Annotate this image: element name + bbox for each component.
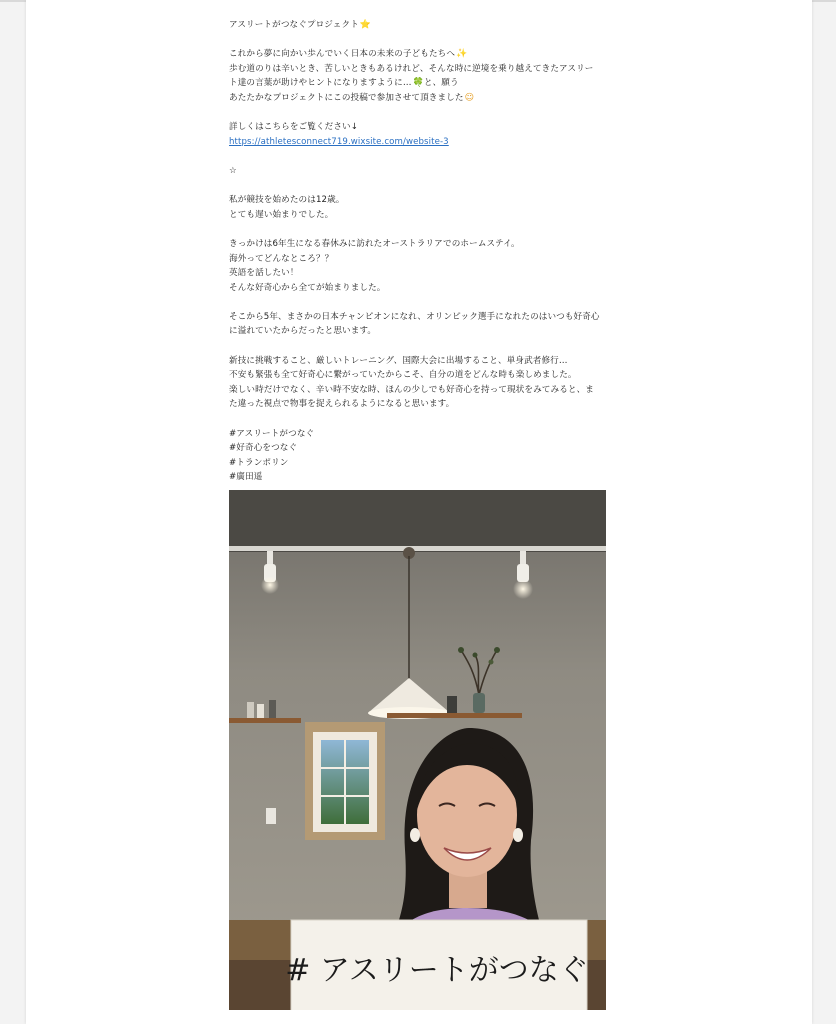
intro-text: あたたかなプロジェクトにこの投稿で参加させて頂きました [229,92,464,103]
intro-text: と、願う [423,78,459,89]
photo-illustration [229,490,606,1010]
post-body [229,18,609,485]
paragraph-line: そんな好奇心から全てが始まりました。 [229,282,386,293]
spacer [229,339,609,354]
paragraph-line: そこから5年、まさかの日本チャンピオンになれ、オリンピック選手になれたのはいつも好奇心 [229,311,600,322]
details-label: 詳しくはこちらをご覧ください↓ [229,122,359,133]
hashtag-link[interactable]: #トランポリン [229,457,289,468]
intro-text: ト達の言葉が助けやヒントになりますように… [229,78,412,89]
separator-star: ☆ [229,165,237,176]
paragraph-line: 海外ってどんなところ？？ [229,253,334,264]
paragraph-line: きっかけは6年生になる春休みに訪れたオーストラリアでのホームステイ。 [229,238,520,249]
paragraph-line: 不安も緊張も全て好奇心に繋がっていたからこそ、自分の道をどんな時も楽しめました。 [229,370,577,381]
post-photo[interactable] [229,490,606,1010]
paragraph-line: に溢れていたからだったと思います。 [229,326,377,337]
spacer [229,295,609,310]
spacer [229,149,609,164]
intro-line [229,76,609,91]
spacer [229,412,609,427]
hashtag-link[interactable]: #廣田遥 [229,472,263,483]
spacer [229,106,609,121]
clover-emoji-icon: 🍀 [412,78,424,89]
hashtag-link[interactable]: #好奇心をつなぐ [229,443,298,454]
intro-line [229,91,609,106]
hashtag-link[interactable]: #アスリートがつなぐ [229,428,315,439]
spacer [229,33,609,48]
post-title: アスリートがつなぐプロジェクト [229,20,359,30]
smile-emoji-icon: ☺ [464,92,475,103]
paragraph-line: とても遅い始まりでした。 [229,209,334,220]
paragraph-line: 私が競技を始めたのは12歳。 [229,195,345,206]
paragraph-line: 英語を話したい！ [229,268,299,279]
star-emoji-icon: ⭐ [359,20,372,30]
intro-line: 歩む道のりは辛いとき、苦しいときもあるけれど、そんな時に逆境を乗り越えてきたアスリー [229,63,594,74]
post-title-line [229,18,609,33]
intro-line [229,47,609,62]
sign-text: # アスリートがつなぐ [285,953,589,988]
paragraph-line: 楽しい時だけでなく、辛い時不安な時、ほんの少しでも好奇心を持って現状をみてみると、ま [229,384,594,395]
spacer [229,222,609,237]
details-line [229,135,609,150]
project-link[interactable]: https://athletesconnect719.wixsite.com/website-3 [229,136,449,147]
paragraph-line: 新技に挑戦すること、厳しいトレーニング、国際大会に出場すること、単身武者修行… [229,355,568,366]
paragraph-line: た違った視点で物事を捉えられるようになると思います。 [229,399,455,410]
spacer [229,179,609,194]
sparkles-emoji-icon: ✨ [456,49,468,60]
intro-text: これから夢に向かい歩んでいく日本の未来の子どもたちへ [229,49,456,60]
